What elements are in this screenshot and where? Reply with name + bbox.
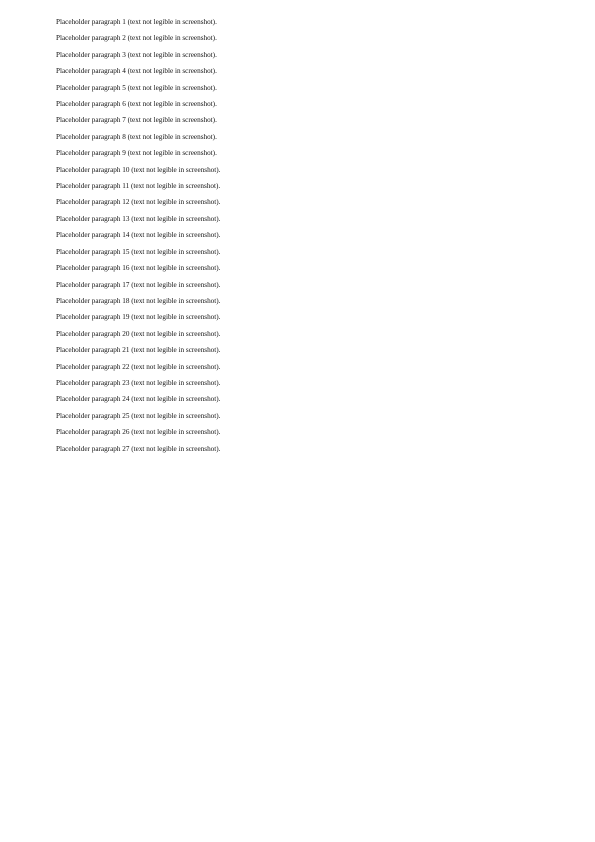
paragraph <box>56 297 555 306</box>
paragraph <box>56 166 555 175</box>
paragraph-text: Placeholder paragraph 3 (text not legible in screenshot). <box>56 50 217 59</box>
paragraph <box>56 67 555 76</box>
paragraph-text: Placeholder paragraph 13 (text not legible in screenshot). <box>56 214 221 223</box>
paragraph <box>56 379 555 388</box>
paragraph-text: Placeholder paragraph 25 (text not legible in screenshot). <box>56 411 221 420</box>
paragraph-text: Placeholder paragraph 5 (text not legible in screenshot). <box>56 83 217 92</box>
paragraph-text: Placeholder paragraph 26 (text not legible in screenshot). <box>56 428 221 437</box>
paragraph-text: Placeholder paragraph 18 (text not legible in screenshot). <box>56 296 221 305</box>
paragraph-text: Placeholder paragraph 14 (text not legible in screenshot). <box>56 231 221 240</box>
paragraph <box>56 248 555 257</box>
paragraph-text: Placeholder paragraph 15 (text not legible in screenshot). <box>56 247 221 256</box>
paragraph-text: Placeholder paragraph 11 (text not legible in screenshot). <box>56 182 221 191</box>
paragraph-text: Placeholder paragraph 1 (text not legible in screenshot). <box>56 18 217 26</box>
paragraph-text: Placeholder paragraph 20 (text not legible in screenshot). <box>56 329 221 338</box>
paragraph-text: Placeholder paragraph 24 (text not legible in screenshot). <box>56 395 221 404</box>
paragraph-text: Placeholder paragraph 19 (text not legible in screenshot). <box>56 313 221 322</box>
paragraph <box>56 198 555 207</box>
paragraph-text: Placeholder paragraph 2 (text not legible in screenshot). <box>56 34 217 43</box>
paragraph-text: Placeholder paragraph 21 (text not legible in screenshot). <box>56 346 221 355</box>
paragraph <box>56 395 555 404</box>
paragraph <box>56 428 555 437</box>
paragraph <box>56 215 555 224</box>
paragraph <box>56 133 555 142</box>
paragraph <box>56 149 555 158</box>
paragraph-text: Placeholder paragraph 10 (text not legible in screenshot). <box>56 165 221 174</box>
paragraph-text: Placeholder paragraph 9 (text not legible in screenshot). <box>56 149 217 158</box>
paragraph <box>56 231 555 240</box>
paragraph <box>56 100 555 109</box>
paragraph <box>56 182 555 191</box>
paragraph-text: Placeholder paragraph 6 (text not legible in screenshot). <box>56 100 217 109</box>
paragraph-text: Placeholder paragraph 27 (text not legible in screenshot). <box>56 444 221 453</box>
paragraph <box>56 51 555 60</box>
paragraph-text: Placeholder paragraph 8 (text not legible in screenshot). <box>56 132 217 141</box>
paragraph <box>56 281 555 290</box>
paragraph-text: Placeholder paragraph 4 (text not legible in screenshot). <box>56 67 217 76</box>
paragraph <box>56 34 555 43</box>
paragraph-text: Placeholder paragraph 16 (text not legible in screenshot). <box>56 264 221 273</box>
paragraph <box>56 264 555 273</box>
paragraph <box>56 445 555 454</box>
paragraph-text: Placeholder paragraph 23 (text not legible in screenshot). <box>56 378 221 387</box>
paragraph <box>56 18 555 27</box>
paragraph <box>56 84 555 93</box>
paragraph <box>56 346 555 355</box>
paragraph <box>56 116 555 125</box>
paragraph <box>56 313 555 322</box>
paragraph-text: Placeholder paragraph 22 (text not legible in screenshot). <box>56 362 221 371</box>
paragraph-text: Placeholder paragraph 12 (text not legible in screenshot). <box>56 198 221 207</box>
paragraph <box>56 412 555 421</box>
paragraph-text: Placeholder paragraph 7 (text not legible in screenshot). <box>56 116 217 125</box>
paragraph <box>56 330 555 339</box>
paragraph-text: Placeholder paragraph 17 (text not legible in screenshot). <box>56 280 221 289</box>
paragraph <box>56 363 555 372</box>
